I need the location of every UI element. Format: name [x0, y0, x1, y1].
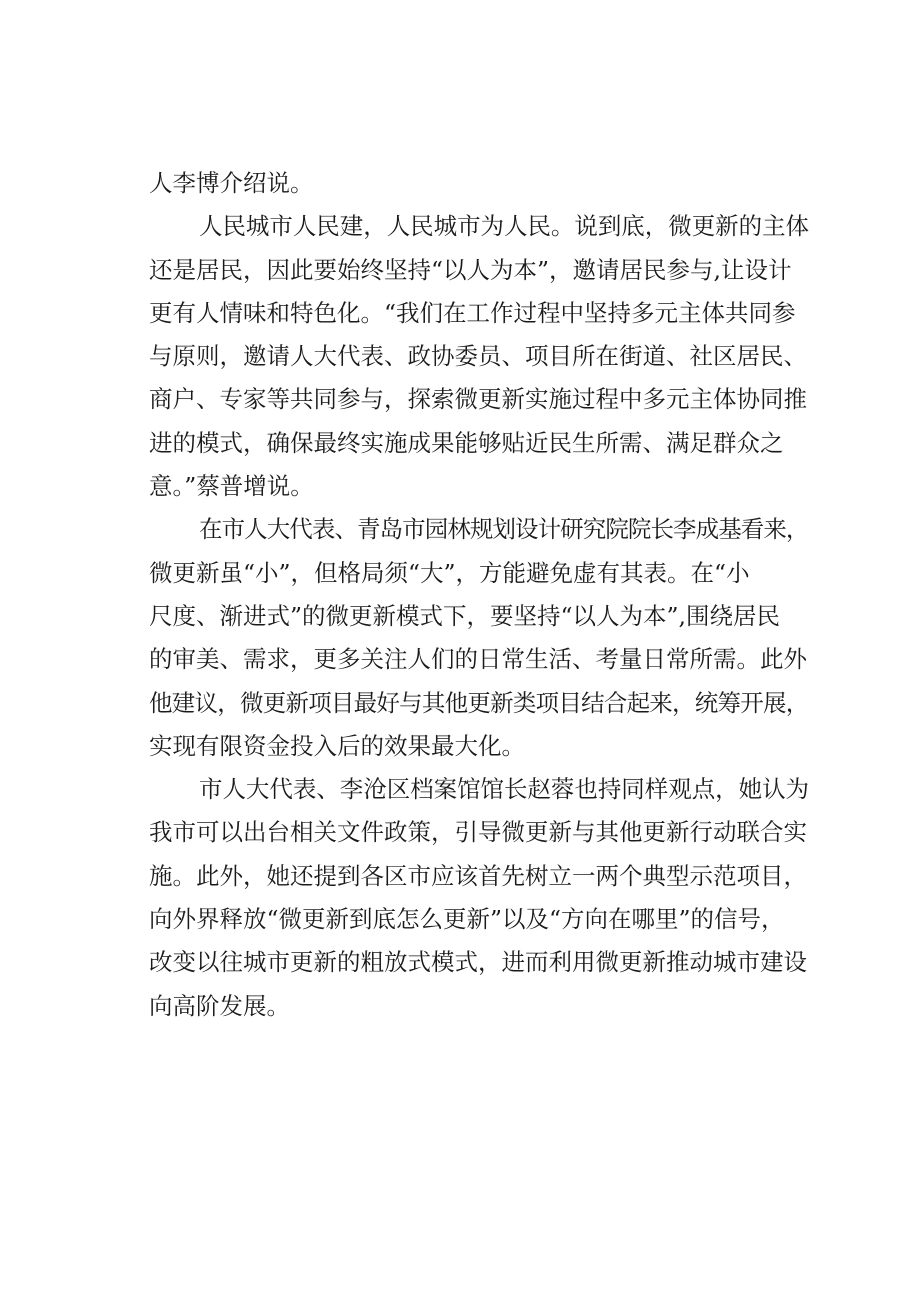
text-line: 改变以往城市更新的粗放式模式，进而利用微更新推动城市建设 — [149, 948, 807, 977]
text-line: 人李博介绍说。 — [149, 169, 314, 197]
text-line: 还是居民，因此要始终坚持“以人为本”，邀请居民参与,让设计 — [149, 255, 792, 284]
text-line: 更有人情味和特色化。“我们在工作过程中坚持多元主体共同参 — [149, 298, 796, 327]
text-line: 与原则，邀请人大代表、政协委员、项目所在街道、社区居民、 — [149, 342, 807, 371]
text-line: 意。”蔡普增说。 — [149, 472, 314, 501]
text-line: 人民城市人民建，人民城市为人民。说到底，微更新的主体 — [199, 212, 809, 241]
paragraph-4 — [149, 768, 809, 1028]
paragraph-1 — [149, 162, 809, 205]
text-line: 向外界释放“微更新到底怎么更新”以及“方向在哪里”的信号， — [149, 905, 785, 934]
text-line: 的审美、需求，更多关注人们的日常生活、考量日常所需。此外 — [149, 645, 807, 674]
paragraph-2 — [149, 205, 809, 508]
text-line: 他建议，微更新项目最好与其他更新类项目结合起来，统筹开展， — [149, 688, 809, 717]
text-line: 商户、专家等共同参与，探索微更新实施过程中多元主体协同推 — [149, 385, 807, 414]
text-line: 尺度、渐进式”的微更新模式下，要坚持“以人为本”,围绕居民 — [149, 601, 781, 630]
text-line: 市人大代表、李沧区档案馆馆长赵蓉也持同样观点，她认为 — [199, 775, 809, 804]
text-line: 施。此外，她还提到各区市应该首先树立一两个典型示范项目， — [149, 861, 807, 890]
text-line: 我市可以出台相关文件政策，引导微更新与其他更新行动联合实 — [149, 818, 807, 847]
paragraph-3 — [149, 508, 809, 768]
article-body — [149, 162, 809, 1028]
text-line: 在市人大代表、青岛市园林规划设计研究院院长李成基看来， — [199, 515, 809, 544]
text-line: 向高阶发展。 — [149, 991, 290, 1020]
text-line: 微更新虽“小”，但格局须“大”，方能避免虚有其表。在“小 — [149, 558, 750, 587]
text-line: 进的模式，确保最终实施成果能够贴近民生所需、满足群众之 — [149, 428, 784, 457]
text-line: 实现有限资金投入后的效果最大化。 — [149, 731, 525, 760]
